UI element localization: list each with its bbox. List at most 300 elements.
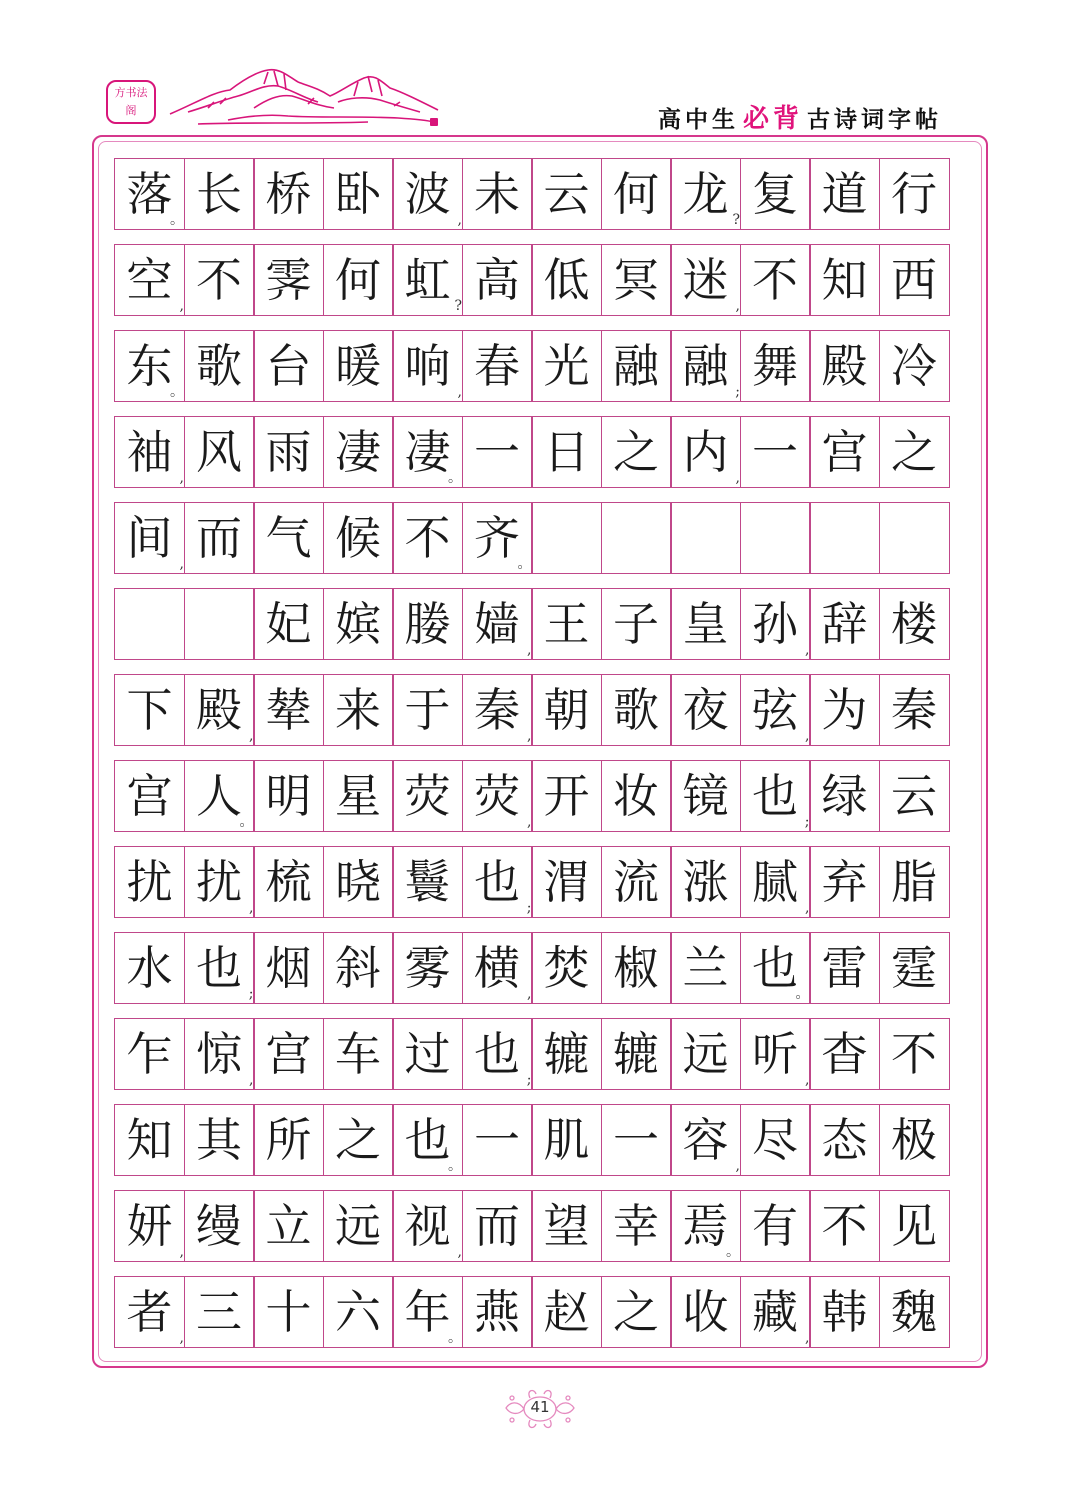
punctuation-mark: 。 (448, 1330, 462, 1346)
character: 焚 (543, 941, 590, 995)
grid-cell (531, 760, 602, 832)
grid-row (114, 502, 966, 574)
grid-cell (392, 846, 463, 918)
punctuation-mark: , (805, 1072, 810, 1088)
grid-row (114, 158, 966, 230)
character: 妆 (613, 769, 659, 823)
grid-cell (809, 1018, 880, 1090)
grid-cell (879, 932, 950, 1004)
character: 幸 (613, 1199, 659, 1253)
grid-cell (601, 1104, 672, 1176)
grid-cell (462, 158, 533, 230)
character: 内 (682, 425, 729, 479)
character: 立 (265, 1199, 312, 1253)
character: 流 (613, 855, 659, 909)
grid-row (114, 846, 966, 918)
character: 听 (752, 1027, 798, 1081)
punctuation-mark: ; (526, 900, 532, 916)
character: 桥 (265, 167, 312, 221)
grid-cell (184, 244, 255, 316)
character: 韩 (821, 1285, 868, 1339)
grid-cell (601, 932, 672, 1004)
character: 空 (126, 253, 173, 307)
punctuation-mark: , (527, 642, 532, 658)
grid-cell (114, 932, 185, 1004)
grid-cell (462, 760, 533, 832)
grid-row (114, 1018, 966, 1090)
character: 歌 (196, 339, 242, 393)
grid-cell (740, 502, 811, 574)
grid-cell (392, 932, 463, 1004)
punctuation-mark: , (249, 728, 254, 744)
grid-row (114, 674, 966, 746)
grid-cell (809, 330, 880, 402)
character: 扰 (196, 855, 242, 909)
character: 宫 (126, 769, 173, 823)
book-title-prefix: 高中生 (657, 107, 739, 133)
character: 不 (891, 1027, 937, 1081)
grid-cell (879, 760, 950, 832)
grid-cell (740, 416, 811, 488)
punctuation-mark: 。 (795, 986, 810, 1002)
grid-cell (809, 760, 880, 832)
character: 涨 (682, 855, 729, 909)
grid-cell (462, 932, 533, 1004)
character: 冥 (613, 253, 659, 307)
character: 日 (543, 425, 590, 479)
grid-cell (184, 502, 255, 574)
grid-cell (114, 416, 185, 488)
grid-cell (392, 1276, 463, 1348)
character: 肌 (543, 1113, 590, 1167)
character: 年 (404, 1285, 451, 1339)
character: 星 (335, 769, 381, 823)
punctuation-mark: , (457, 384, 462, 400)
character: 不 (752, 253, 798, 307)
character: 王 (543, 597, 590, 651)
grid-cell (323, 588, 394, 660)
character: 也 (474, 1027, 520, 1081)
character: 兰 (682, 941, 729, 995)
character: 落 (126, 167, 173, 221)
grid-cell (323, 1018, 394, 1090)
character: 夜 (682, 683, 729, 737)
grid-cell (879, 330, 950, 402)
grid-cell (601, 674, 672, 746)
grid-cell (601, 588, 672, 660)
grid-cell (392, 1190, 463, 1262)
grid-row (114, 588, 966, 660)
grid-cell (531, 158, 602, 230)
grid-cell (253, 1104, 324, 1176)
character: 未 (474, 167, 520, 221)
character: 梳 (265, 855, 312, 909)
character: 明 (265, 769, 312, 823)
grid-cell (114, 674, 185, 746)
grid-cell (462, 330, 533, 402)
punctuation-mark: , (179, 298, 184, 314)
punctuation-mark: , (179, 1330, 184, 1346)
grid-cell (809, 674, 880, 746)
grid-cell (253, 846, 324, 918)
character: 台 (265, 339, 312, 393)
character: 横 (474, 941, 520, 995)
character: 气 (265, 511, 312, 565)
grid-cell (184, 416, 255, 488)
character: 也 (404, 1113, 451, 1167)
character: 媵 (404, 597, 451, 651)
grid-cell (114, 1276, 185, 1348)
grid-cell (184, 1190, 255, 1262)
character: 乍 (126, 1027, 173, 1081)
grid-cell (184, 846, 255, 918)
grid-cell (879, 416, 950, 488)
character: 不 (821, 1199, 868, 1253)
grid-cell (323, 760, 394, 832)
character: 殿 (196, 683, 242, 737)
grid-cell (809, 416, 880, 488)
grid-cell (879, 1018, 950, 1090)
page-number: 41 (530, 1398, 550, 1416)
grid-cell (740, 330, 811, 402)
character: 车 (335, 1027, 381, 1081)
character: 凄 (404, 425, 451, 479)
character: 秦 (474, 683, 520, 737)
grid-cell (253, 674, 324, 746)
grid-cell (392, 1018, 463, 1090)
character: 嫱 (474, 597, 520, 651)
character: 辘 (543, 1027, 590, 1081)
character: 复 (752, 167, 798, 221)
character: 有 (752, 1199, 798, 1253)
grid-cell (809, 158, 880, 230)
character: 荧 (404, 769, 451, 823)
punctuation-mark: 。 (726, 1244, 740, 1260)
grid-cell (253, 760, 324, 832)
character: 秦 (891, 683, 937, 737)
grid-cell (670, 502, 741, 574)
character: 所 (265, 1113, 312, 1167)
grid-cell (184, 158, 255, 230)
character: 视 (404, 1199, 451, 1253)
character: 虹 (404, 253, 451, 307)
character: 赵 (543, 1285, 590, 1339)
grid-cell (670, 416, 741, 488)
punctuation-mark: , (735, 1158, 740, 1174)
grid-cell (879, 244, 950, 316)
grid-cell (809, 244, 880, 316)
punctuation-mark: , (249, 900, 254, 916)
grid-cell (392, 674, 463, 746)
character: 冷 (891, 339, 937, 393)
grid-cell (392, 1104, 463, 1176)
grid-cell (670, 674, 741, 746)
page-frame-inner (98, 141, 982, 1362)
character: 斜 (335, 941, 381, 995)
grid-cell (253, 158, 324, 230)
punctuation-mark: , (179, 556, 184, 572)
grid-cell (184, 674, 255, 746)
grid-cell (392, 416, 463, 488)
grid-cell (601, 1190, 672, 1262)
page-number-ornament (500, 1386, 580, 1432)
punctuation-mark: 。 (448, 470, 462, 486)
punctuation-mark: ; (526, 1072, 532, 1088)
character: 辘 (613, 1027, 659, 1081)
character: 椒 (613, 941, 659, 995)
punctuation-mark: , (527, 814, 532, 830)
character: 也 (196, 941, 242, 995)
character: 尽 (752, 1113, 798, 1167)
character: 远 (335, 1199, 381, 1253)
seal-char: 书 (125, 86, 137, 99)
character: 辇 (265, 683, 312, 737)
grid-cell (879, 1190, 950, 1262)
grid-cell (531, 674, 602, 746)
grid-cell (392, 158, 463, 230)
character: 渭 (543, 855, 590, 909)
punctuation-mark: , (249, 1072, 254, 1088)
character: 何 (613, 167, 659, 221)
punctuation-mark: 。 (170, 212, 184, 228)
character: 宫 (265, 1027, 312, 1081)
grid-cell (462, 1276, 533, 1348)
character: 道 (821, 167, 868, 221)
grid-cell (809, 1104, 880, 1176)
grid-cell (531, 1018, 602, 1090)
character: 东 (126, 339, 173, 393)
grid-cell (323, 416, 394, 488)
character: 妃 (265, 597, 312, 651)
character: 皇 (682, 597, 729, 651)
character: 雾 (404, 941, 451, 995)
punctuation-mark: , (735, 470, 740, 486)
grid-cell (114, 760, 185, 832)
character: 暖 (335, 339, 381, 393)
seal-char: 阁 (125, 104, 137, 117)
grid-cell (184, 588, 255, 660)
grid-cell (253, 1190, 324, 1262)
grid-cell (670, 330, 741, 402)
grid-cell (670, 846, 741, 918)
character: 间 (126, 511, 173, 565)
character: 朝 (543, 683, 590, 737)
character: 之 (335, 1113, 381, 1167)
character: 知 (126, 1113, 173, 1167)
grid-cell (670, 1190, 741, 1262)
character: 高 (474, 253, 520, 307)
character: 霁 (265, 253, 312, 307)
punctuation-mark: , (805, 900, 810, 916)
character: 齐 (474, 511, 520, 565)
book-title (658, 98, 942, 135)
character: 一 (752, 425, 798, 479)
seal-char: 方 (114, 86, 126, 99)
grid-cell (253, 502, 324, 574)
character: 人 (196, 769, 242, 823)
character: 辞 (821, 597, 868, 651)
character: 融 (613, 339, 659, 393)
character: 之 (613, 425, 659, 479)
grid-cell (601, 846, 672, 918)
grid-row (114, 1104, 966, 1176)
character: 之 (891, 425, 937, 479)
punctuation-mark: 。 (448, 1158, 462, 1174)
book-title-suffix: 古诗词字帖 (807, 107, 942, 133)
punctuation-mark: , (457, 1244, 462, 1260)
grid-cell (392, 244, 463, 316)
character: 歌 (613, 683, 659, 737)
grid-cell (879, 1276, 950, 1348)
character: 远 (682, 1027, 729, 1081)
grid-cell (740, 588, 811, 660)
grid-cell (184, 932, 255, 1004)
character: 嫔 (335, 597, 381, 651)
grid-cell (601, 502, 672, 574)
grid-cell (114, 244, 185, 316)
grid-cell (740, 932, 811, 1004)
punctuation-mark: , (805, 642, 810, 658)
grid-cell (879, 588, 950, 660)
grid-cell (670, 588, 741, 660)
grid-cell (601, 1276, 672, 1348)
punctuation-mark: 。 (517, 556, 532, 572)
grid-cell (531, 1190, 602, 1262)
grid-cell (323, 674, 394, 746)
character: 雨 (265, 425, 312, 479)
grid-row (114, 416, 966, 488)
grid-cell (670, 1276, 741, 1348)
character: 行 (891, 167, 937, 221)
grid-cell (740, 1190, 811, 1262)
grid-cell (184, 1104, 255, 1176)
grid-cell (114, 502, 185, 574)
grid-cell (531, 1276, 602, 1348)
grid-cell (114, 330, 185, 402)
character: 也 (474, 855, 520, 909)
character: 响 (404, 339, 451, 393)
seal-char: 法 (136, 86, 148, 99)
character: 候 (335, 511, 381, 565)
character: 春 (474, 339, 520, 393)
grid-cell (531, 244, 602, 316)
grid-cell (184, 1276, 255, 1348)
character: 风 (196, 425, 242, 479)
grid-cell (601, 330, 672, 402)
grid-cell (879, 846, 950, 918)
grid-cell (323, 1104, 394, 1176)
grid-cell (462, 1018, 533, 1090)
grid-cell (462, 416, 533, 488)
character: 收 (682, 1285, 729, 1339)
character: 西 (891, 253, 937, 307)
grid-row (114, 932, 966, 1004)
grid-cell (879, 158, 950, 230)
grid-cell (323, 1190, 394, 1262)
character: 扰 (126, 855, 173, 909)
character: 何 (335, 253, 381, 307)
grid-cell (879, 674, 950, 746)
character: 腻 (752, 855, 798, 909)
character: 云 (543, 167, 590, 221)
grid-cell (670, 244, 741, 316)
grid-cell (392, 330, 463, 402)
grid-cell (253, 416, 324, 488)
character: 也 (752, 769, 798, 823)
grid-cell (323, 158, 394, 230)
grid-cell (184, 1018, 255, 1090)
grid-cell (740, 1018, 811, 1090)
grid-cell (670, 932, 741, 1004)
grid-cell (462, 244, 533, 316)
grid-cell (253, 330, 324, 402)
grid-cell (114, 588, 185, 660)
grid-cell (462, 1190, 533, 1262)
grid-cell (809, 1276, 880, 1348)
grid-cell (531, 1104, 602, 1176)
character: 知 (821, 253, 868, 307)
punctuation-mark: , (457, 212, 462, 228)
grid-cell (114, 1190, 185, 1262)
character: 其 (196, 1113, 242, 1167)
character: 魏 (891, 1285, 937, 1339)
book-title-emphasis: 必背 (742, 104, 803, 134)
punctuation-mark: , (179, 1244, 184, 1260)
character: 十 (265, 1285, 312, 1339)
character: 烟 (265, 941, 312, 995)
character: 过 (404, 1027, 451, 1081)
character: 低 (543, 253, 590, 307)
character: 容 (682, 1113, 729, 1167)
grid-cell (531, 588, 602, 660)
grid-row (114, 244, 966, 316)
character: 宫 (821, 425, 868, 479)
punctuation-mark: ; (804, 814, 810, 830)
grid-cell (462, 846, 533, 918)
punctuation-mark: , (179, 470, 184, 486)
grid-cell (601, 158, 672, 230)
grid-cell (323, 244, 394, 316)
grid-cell (670, 158, 741, 230)
character: 袖 (126, 425, 173, 479)
grid-cell (531, 330, 602, 402)
grid-cell (670, 1018, 741, 1090)
character: 态 (821, 1113, 868, 1167)
grid-cell (740, 1104, 811, 1176)
grid-cell (809, 1190, 880, 1262)
character: 晓 (335, 855, 381, 909)
grid-cell (531, 932, 602, 1004)
character: 缦 (196, 1199, 242, 1253)
grid-cell (392, 502, 463, 574)
grid-cell (114, 846, 185, 918)
character: 长 (196, 167, 242, 221)
grid-cell (601, 244, 672, 316)
punctuation-mark: 。 (170, 384, 184, 400)
grid-cell (462, 1104, 533, 1176)
grid-cell (809, 846, 880, 918)
grid-cell (531, 846, 602, 918)
character: 于 (404, 683, 451, 737)
grid-cell (184, 760, 255, 832)
character: 者 (126, 1285, 173, 1339)
character: 一 (474, 425, 520, 479)
character: 来 (335, 683, 381, 737)
character: 而 (196, 511, 242, 565)
character: 鬟 (404, 855, 451, 909)
punctuation-mark: ? (454, 298, 462, 314)
grid-cell (392, 588, 463, 660)
